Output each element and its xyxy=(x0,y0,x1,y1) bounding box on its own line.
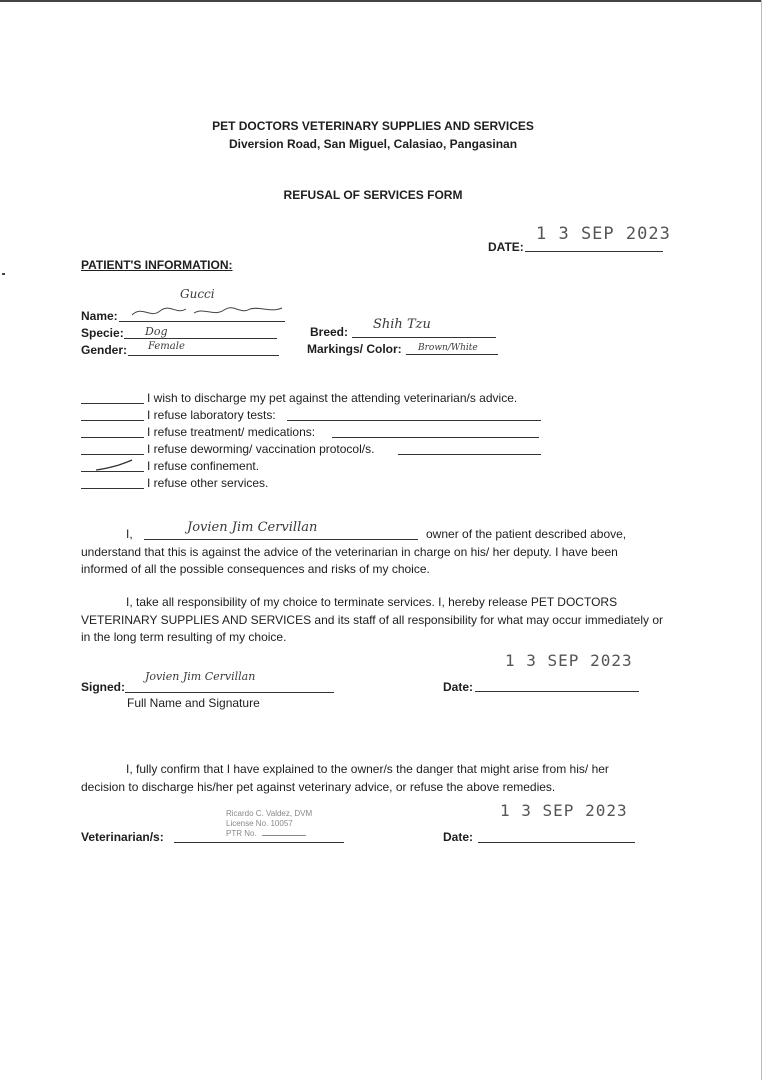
vet-date-line[interactable] xyxy=(478,842,635,843)
specie-label: Specie: xyxy=(81,326,124,340)
top-date-label: DATE: xyxy=(488,240,524,254)
markings-field[interactable] xyxy=(406,354,498,355)
owner-date-line[interactable] xyxy=(475,691,639,692)
name-field[interactable] xyxy=(119,321,285,322)
specie-value: Dog xyxy=(145,325,168,338)
owner-name-value: Jovien Jim Cervillan xyxy=(187,520,318,535)
gender-label: Gender: xyxy=(81,343,128,357)
clinic-address: Diversion Road, San Miguel, Calasiao, Pangasinan xyxy=(228,137,518,151)
option-other-services: I refuse other services. xyxy=(147,476,269,490)
owner-signature-line[interactable] xyxy=(125,692,334,693)
breed-field[interactable] xyxy=(352,337,496,338)
option-blank-6[interactable] xyxy=(81,488,144,489)
breed-value: Shih Tzu xyxy=(373,317,431,332)
markings-value: Brown/White xyxy=(418,343,478,353)
checkmark-icon xyxy=(94,459,134,473)
option-deworming: I refuse deworming/ vaccination protocol/s. xyxy=(147,442,375,456)
vet-stamp-ptr: PTR No. xyxy=(226,829,257,838)
name-label: Name: xyxy=(81,309,118,323)
vet-date-stamp: 1 3 SEP 2023 xyxy=(500,801,628,820)
clinic-name: PET DOCTORS VETERINARY SUPPLIES AND SERVICES xyxy=(212,119,534,133)
responsibility-line1: I, take all responsibility of my choice to terminate services. I, hereby release PET DOCTORS xyxy=(126,595,618,609)
confirmation-line2: decision to discharge his/her pet against veterinary advice, or refuse the above remedies. xyxy=(81,780,556,794)
option-discharge: I wish to discharge my pet against the attending veterinarian/s advice. xyxy=(147,391,518,405)
markings-label: Markings/ Color: xyxy=(307,342,402,356)
owner-statement-line2: understand that this is against the advice of the veterinarian in charge on his/ her deputy. I have been xyxy=(81,545,618,559)
form-title: REFUSAL OF SERVICES FORM xyxy=(283,188,463,202)
owner-statement-line3: informed of all the possible consequences and risks of my choice. xyxy=(81,562,430,576)
option-blank-3[interactable] xyxy=(81,437,144,438)
treatment-detail-line[interactable] xyxy=(332,437,539,438)
option-blank-4[interactable] xyxy=(81,454,144,455)
owner-statement-prefix: I, xyxy=(126,527,133,541)
name-scribble xyxy=(128,303,286,321)
owner-statement-line1: owner of the patient described above, xyxy=(426,527,627,541)
scan-top-edge xyxy=(0,0,762,2)
signed-label: Signed: xyxy=(81,680,125,694)
gender-field[interactable] xyxy=(128,355,279,356)
option-confinement: I refuse confinement. xyxy=(147,459,260,473)
option-lab-tests: I refuse laboratory tests: xyxy=(147,408,276,422)
top-date-stamp: 1 3 SEP 2023 xyxy=(536,224,671,244)
responsibility-line2: VETERINARY SUPPLIES AND SERVICES and its staff of all responsibility for what may occur immediately or xyxy=(81,613,664,627)
vet-stamp-ptr-row xyxy=(226,829,312,839)
breed-label: Breed: xyxy=(310,325,349,339)
option-blank-1[interactable] xyxy=(81,403,144,404)
vet-label: Veterinarian/s: xyxy=(81,830,164,844)
top-date-line[interactable] xyxy=(525,251,663,252)
vet-date-label: Date: xyxy=(443,830,474,844)
patient-section-title: PATIENT'S INFORMATION: xyxy=(81,258,233,272)
option-blank-2[interactable] xyxy=(81,420,144,421)
signature-caption: Full Name and Signature xyxy=(127,696,260,710)
option-treatment: I refuse treatment/ medications: xyxy=(147,425,316,439)
owner-date-label: Date: xyxy=(443,680,474,694)
name-value: Gucci xyxy=(180,287,215,301)
owner-name-line[interactable] xyxy=(144,539,418,540)
vet-stamp xyxy=(226,809,312,839)
gender-value: Female xyxy=(148,341,185,352)
confirmation-line1: I, fully confirm that I have explained to the owner/s the danger that might arise from his/ her xyxy=(126,762,609,776)
specie-field[interactable] xyxy=(124,338,277,339)
vet-stamp-name: Ricardo C. Valdez, DVM xyxy=(226,809,313,818)
deworming-detail-line[interactable] xyxy=(398,454,541,455)
owner-date-stamp: 1 3 SEP 2023 xyxy=(505,651,633,670)
responsibility-line3: in the long term resulting of my choice. xyxy=(81,630,287,644)
owner-signature: Jovien Jim Cervillan xyxy=(145,670,256,683)
lab-tests-detail-line[interactable] xyxy=(287,420,541,421)
scan-speck xyxy=(2,273,5,275)
vet-stamp-ptr-line xyxy=(262,835,306,836)
vet-signature-line[interactable] xyxy=(174,842,344,843)
vet-stamp-license: License No. 10057 xyxy=(226,819,293,828)
